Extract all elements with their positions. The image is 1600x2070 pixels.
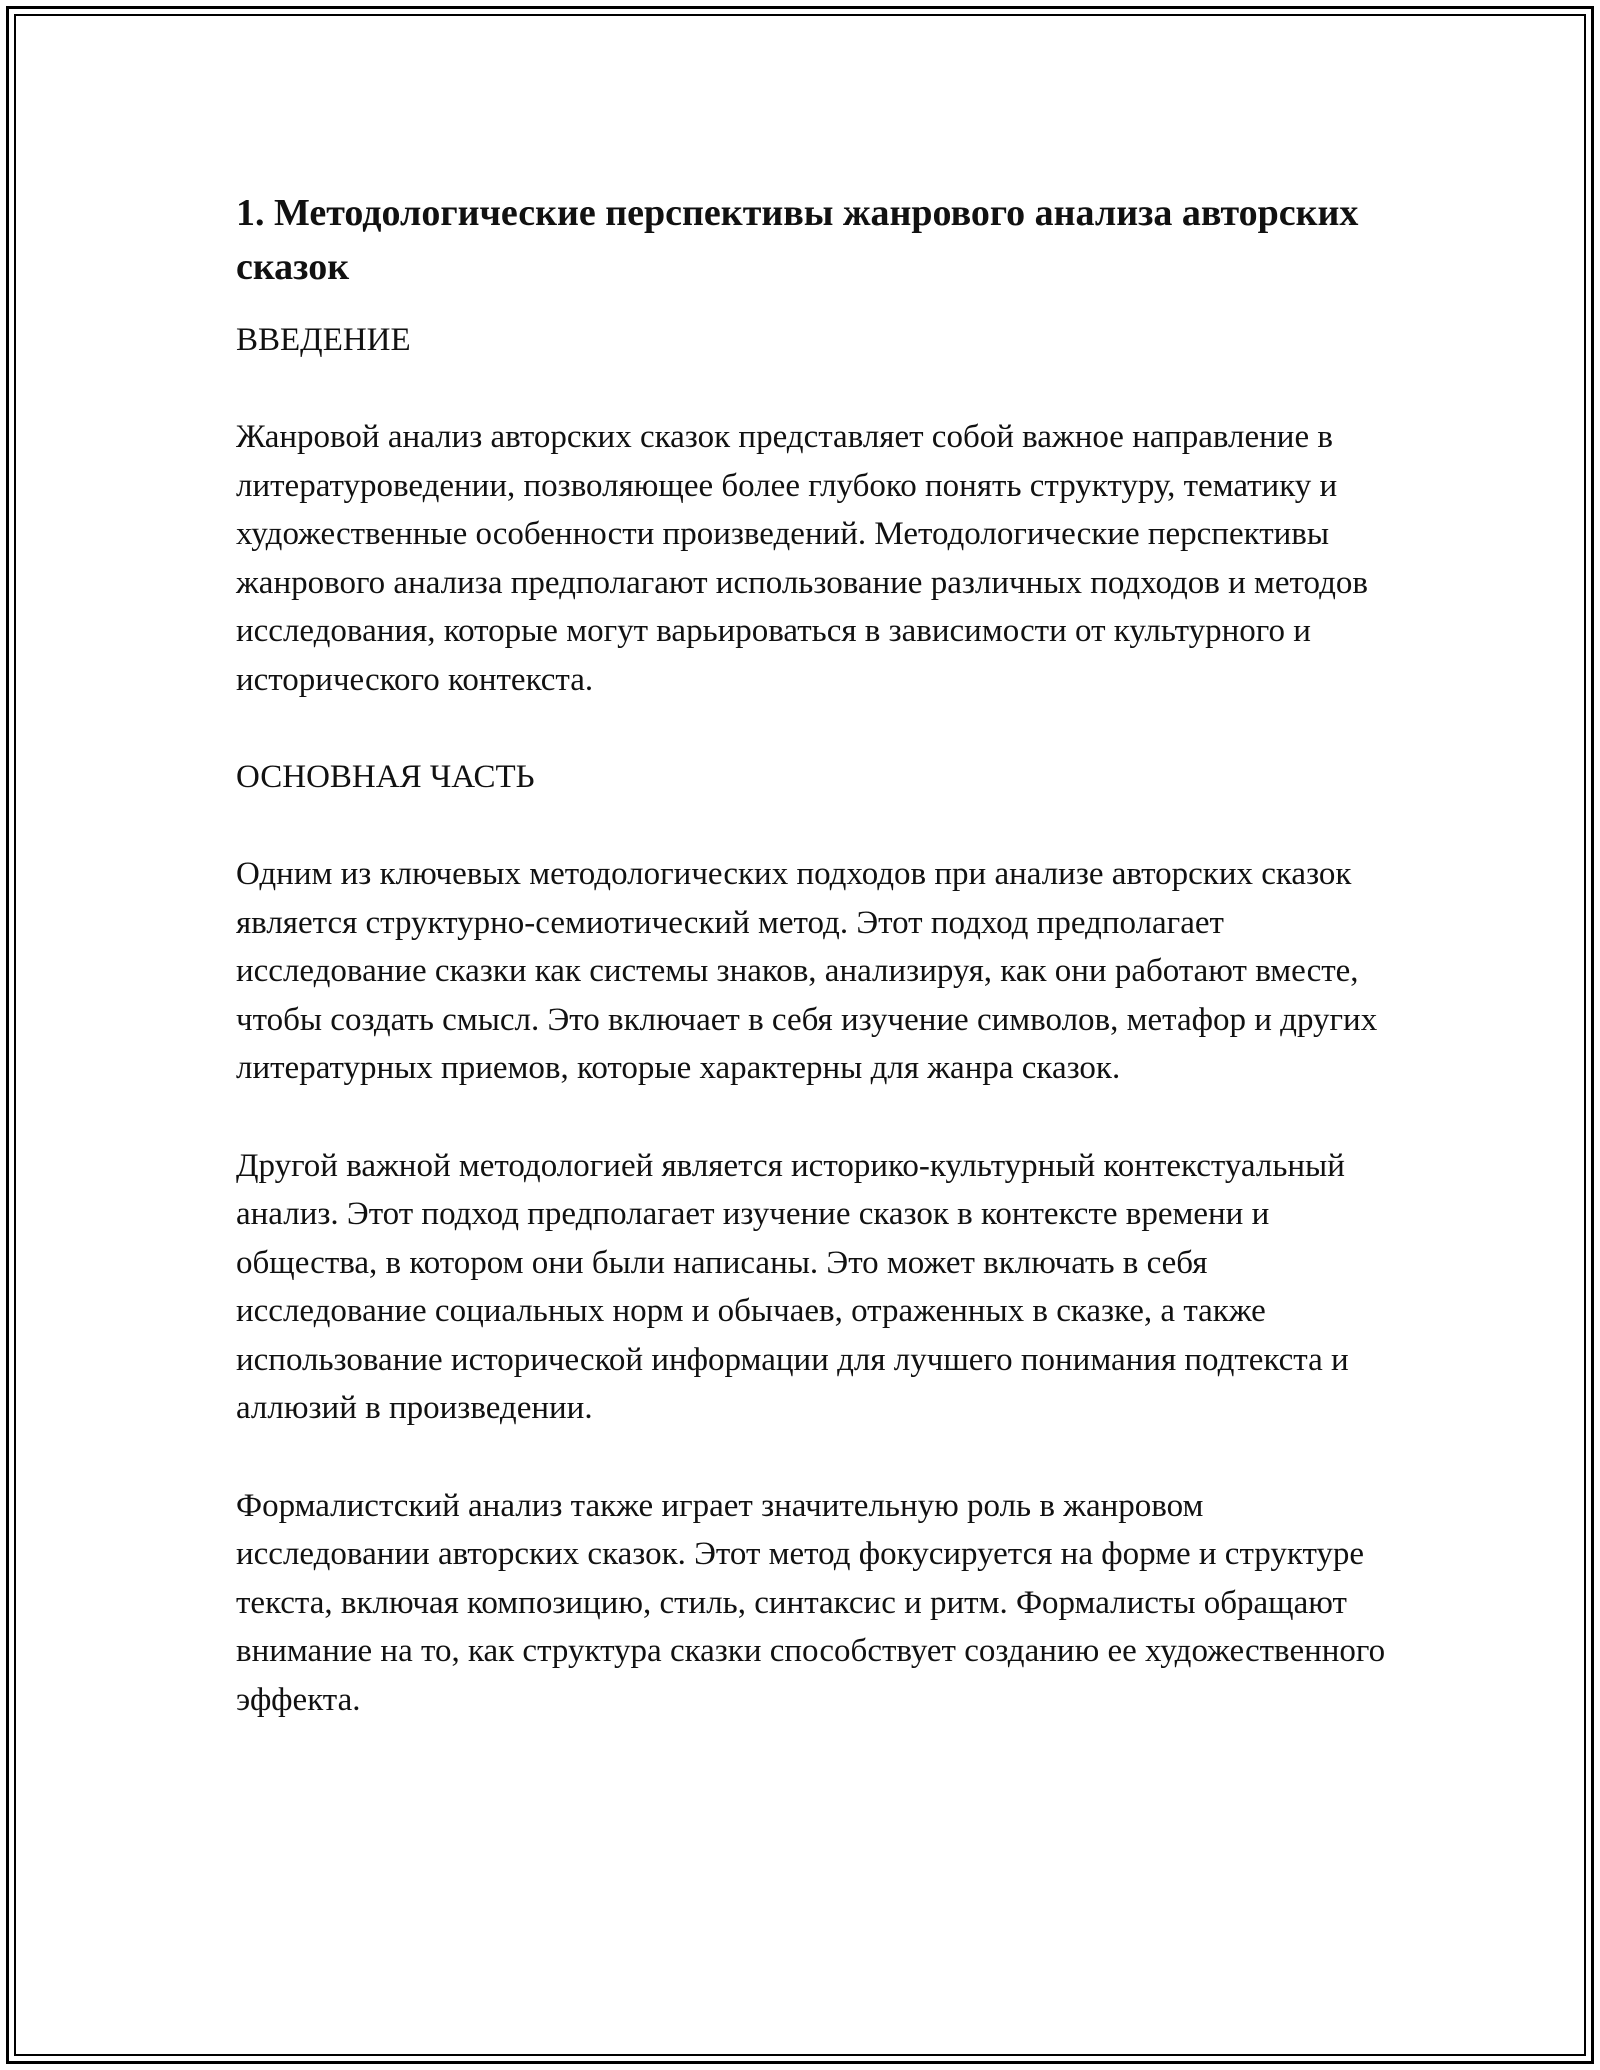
spacer	[236, 364, 1386, 413]
intro-heading: ВВЕДЕНИЕ	[236, 322, 411, 358]
main-heading: ОСНОВНАЯ ЧАСТЬ	[236, 759, 535, 795]
main-paragraph-2: Другой важной методологией является историко-культурный контекстуальный анализ. Этот подход предполагает изучение сказок в контексте времени и общества, в котором они были написаны. Это может включать в себя исследование социальных норм и обычаев, отраженных в сказке, а также использование исторической информации для лучшего понимания подтекста и аллюзий в произведении.	[236, 1147, 1349, 1426]
document-body	[236, 186, 1386, 1724]
main-paragraph-3: Формалистский анализ также играет значительную роль в жанровом исследовании авторских сказок. Этот метод фокусируется на форме и структуре текста, включая композицию, стиль, синтаксис и ритм. Формалисты обращают внимание на то, как структура сказки способствует созданию ее художественного эффекта.	[236, 1487, 1386, 1718]
main-paragraph-1: Одним из ключевых методологических подходов при анализе авторских сказок является структурно-семиотический метод. Этот подход предполагает исследование сказки как системы знаков, анализируя, как они работают вместе, чтобы создать смысл. Это включает в себя изучение символов, метафор и других литературных приемов, которые характерны для жанра сказок.	[236, 856, 1378, 1086]
spacer	[236, 704, 1386, 753]
spacer	[236, 1093, 1386, 1142]
spacer	[236, 801, 1386, 850]
intro-paragraph: Жанровой анализ авторских сказок представляет собой важное направление в литературоведении, позволяющее более глубоко понять структуру, тематику и художественные особенности произведений. Методологические перспективы жанрового анализа предполагают использование различных подходов и методов исследования, которые могут варьироваться в зависимости от культурного и исторического контекста.	[236, 419, 1368, 698]
spacer	[236, 1433, 1386, 1482]
document-title: 1. Методологические перспективы жанрового анализа авторских сказок	[236, 192, 1359, 288]
